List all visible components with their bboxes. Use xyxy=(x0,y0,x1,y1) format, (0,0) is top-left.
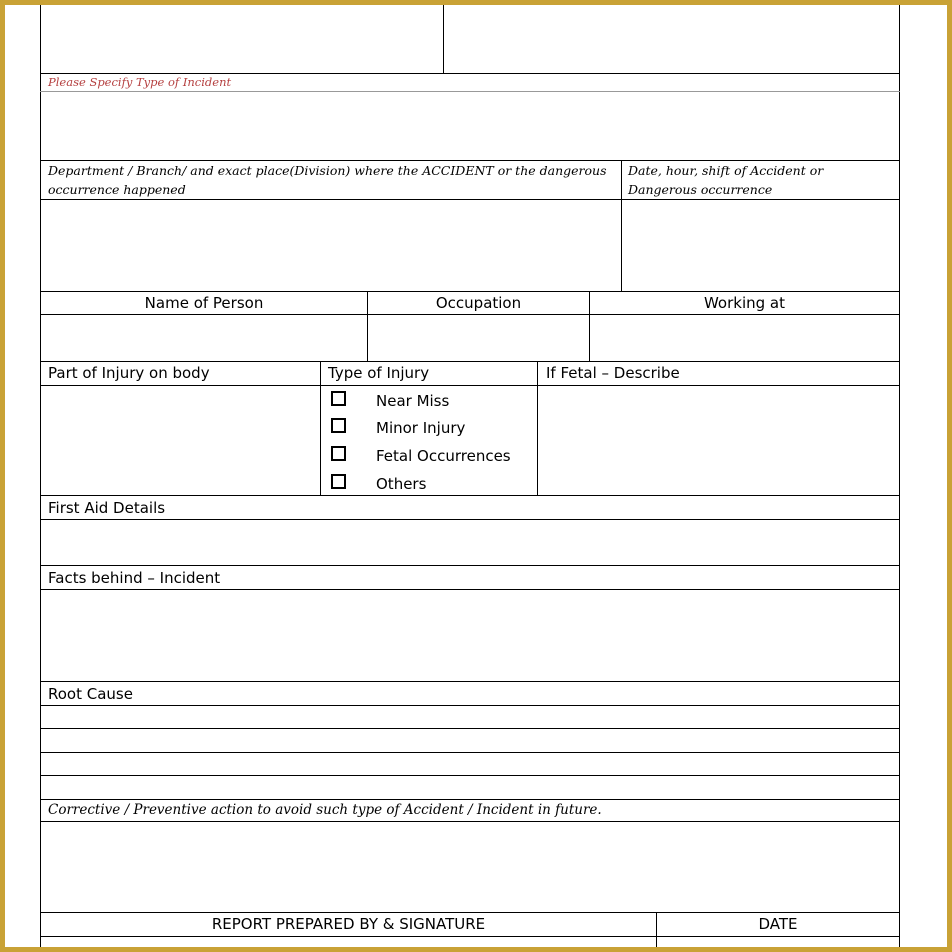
prepared-by-label: REPORT PREPARED BY & SIGNATURE xyxy=(211,915,486,933)
root-cause-line-4[interactable] xyxy=(41,776,899,799)
col-name-of-person: Name of Person xyxy=(144,294,264,312)
first-aid-label: First Aid Details xyxy=(48,499,166,517)
root-cause-line-1[interactable] xyxy=(41,706,899,728)
date-label-line2: Dangerous occurrence xyxy=(628,182,773,197)
root-cause-line-2[interactable] xyxy=(41,729,899,752)
corrective-action-field[interactable] xyxy=(41,822,899,912)
part-of-injury-label: Part of Injury on body xyxy=(48,364,210,382)
date-footer-label: DATE xyxy=(758,915,798,933)
date-field[interactable] xyxy=(622,200,899,291)
fetal-describe-label: If Fetal – Describe xyxy=(546,364,680,382)
part-of-injury-field[interactable] xyxy=(41,386,320,495)
place-label-line1: Department / Branch/ and exact place(Division) where the ACCIDENT or the dangerous xyxy=(48,163,607,178)
col-occupation: Occupation xyxy=(435,294,522,312)
top-right-field[interactable] xyxy=(444,5,899,73)
incident-type-label: Please Specify Type of Incident xyxy=(48,75,232,89)
first-aid-field[interactable] xyxy=(41,520,899,565)
fetal-occurrences-checkbox[interactable] xyxy=(331,446,346,461)
working-at-field[interactable] xyxy=(590,315,899,361)
fetal-occurrences-label: Fetal Occurrences xyxy=(376,447,511,465)
col-working-at: Working at xyxy=(703,294,786,312)
signature-field[interactable] xyxy=(41,937,656,947)
near-miss-checkbox[interactable] xyxy=(331,391,346,406)
corrective-action-label: Corrective / Preventive action to avoid such type of Accident / Incident in future. xyxy=(48,802,602,818)
incident-type-field[interactable] xyxy=(41,92,899,160)
minor-injury-label: Minor Injury xyxy=(376,419,466,437)
occupation-field[interactable] xyxy=(368,315,589,361)
place-label-line2: occurrence happened xyxy=(48,182,186,197)
others-label: Others xyxy=(376,475,427,493)
name-of-person-field[interactable] xyxy=(41,315,367,361)
root-cause-line-3[interactable] xyxy=(41,753,899,775)
minor-injury-checkbox[interactable] xyxy=(331,418,346,433)
facts-field[interactable] xyxy=(41,590,899,681)
facts-label: Facts behind – Incident xyxy=(48,569,221,587)
date-label-line1: Date, hour, shift of Accident or xyxy=(628,163,824,178)
others-checkbox[interactable] xyxy=(331,474,346,489)
place-field[interactable] xyxy=(41,200,621,291)
date-signature-field[interactable] xyxy=(657,937,899,947)
type-of-injury-label: Type of Injury xyxy=(328,364,430,382)
top-left-field[interactable] xyxy=(41,5,443,73)
root-cause-label: Root Cause xyxy=(48,685,133,703)
near-miss-label: Near Miss xyxy=(376,392,450,410)
fetal-describe-field[interactable] xyxy=(538,386,899,495)
